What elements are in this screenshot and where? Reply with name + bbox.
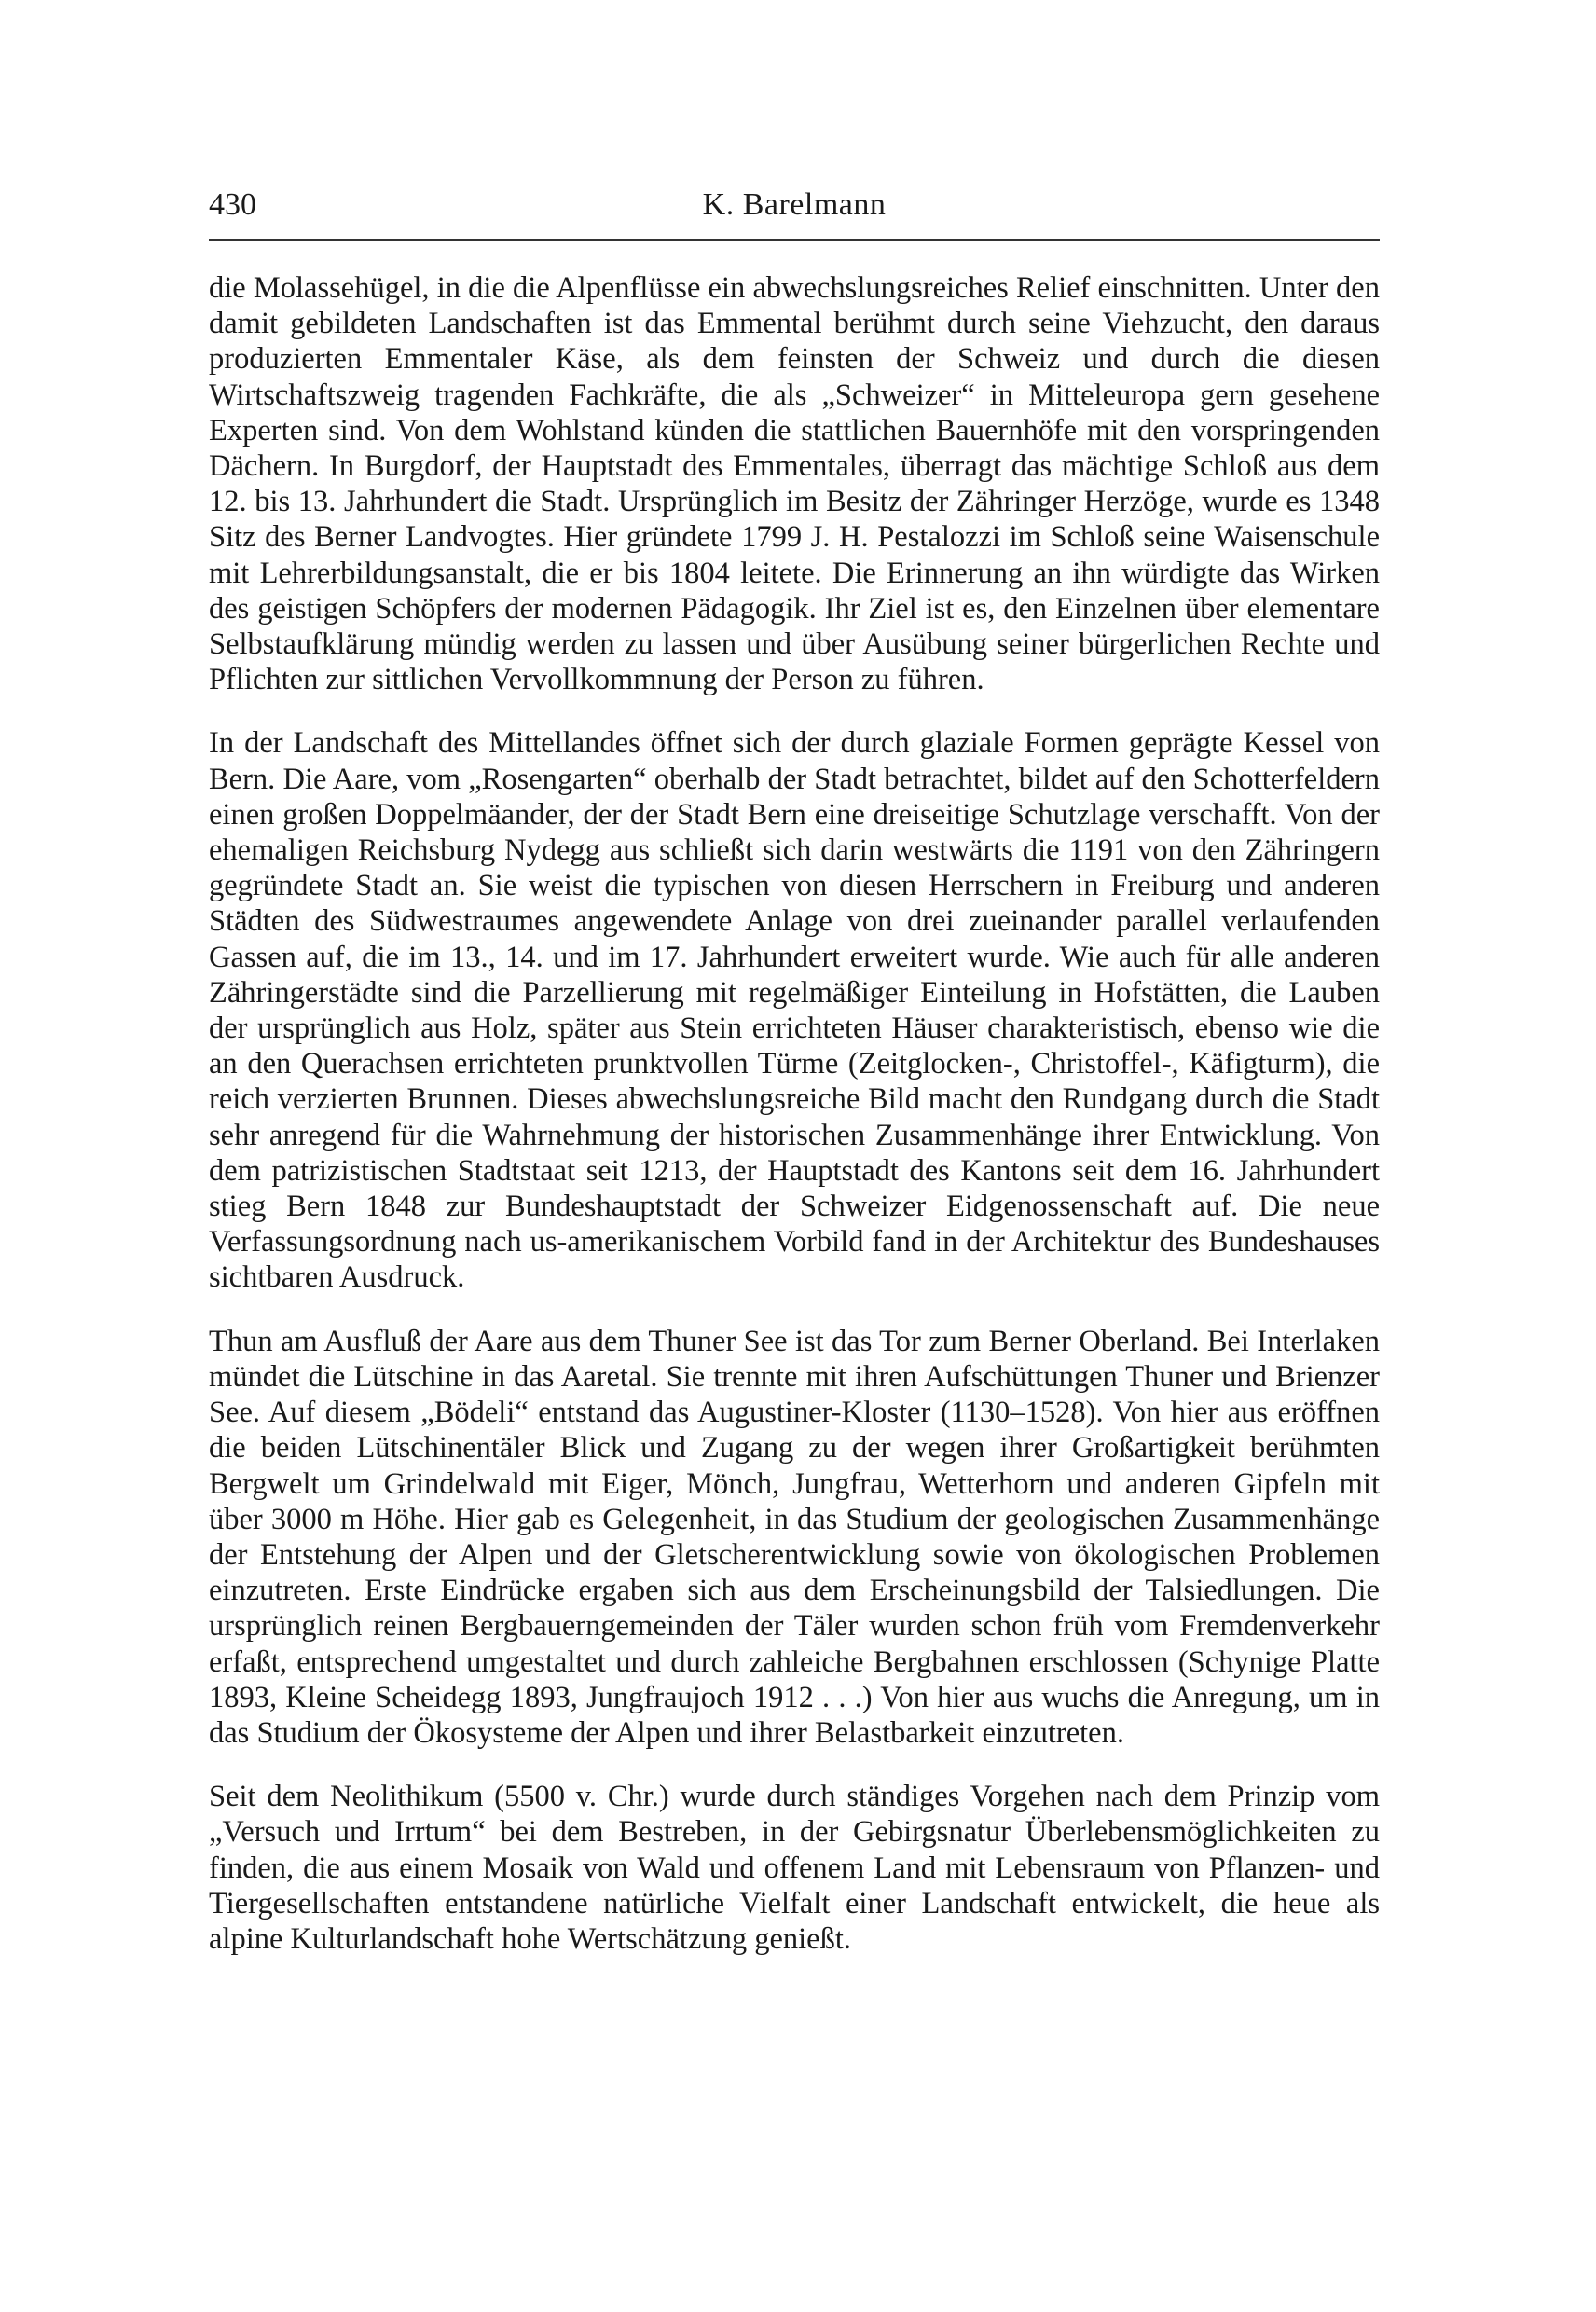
- paragraph-bern: In der Landschaft des Mittellandes öffnet sich der durch glaziale Formen geprägte Kessel von Bern. Die Aare, vom „Rosengarten“ oberhalb der Stadt betrachtet, bildet auf den Schotterfeldern einen großen Doppelmäander, der der Stadt Bern eine dreiseitige Schutzlage verschafft. Von der ehemaligen Reichsburg Nydegg aus schließt sich darin westwärts die 1191 von den Zähringern gegründete Stadt an. Sie weist die typischen von diesen Herrschern in Freiburg und anderen Städten des Südwestraumes angewendete Anlage von drei zueinander parallel verlaufenden Gassen auf, die im 13., 14. und im 17. Jahrhundert erweitert wurde. Wie auch für alle anderen Zähringerstädte sind die Parzellierung mit regelmäßiger Einteilung in Hofstätten, die Lauben der ursprünglich aus Holz, später aus Stein errichteten Häuser charakteristisch, ebenso wie die an den Querachsen errichteten prunktvollen Türme (Zeitglocken-, Christoffel-, Käfigturm), die reich verzierten Brunnen. Dieses abwechslungsreiche Bild macht den Rundgang durch die Stadt sehr anregend für die Wahrnehmung der historischen Zusammenhänge ihrer Entwicklung. Von dem patrizistischen Stadtstaat seit 1213, der Hauptstadt des Kantons seit dem 16. Jahrhundert stieg Bern 1848 zur Bundeshauptstadt der Schweizer Eidgenossenschaft auf. Die neue Verfassungsordnung nach us-amerikanischem Vorbild fand in der Architektur des Bundeshauses sichtbaren Ausdruck.: [209, 726, 1380, 1295]
- page-header: [209, 183, 1380, 241]
- paragraph-berner-oberland: Thun am Ausfluß der Aare aus dem Thuner See ist das Tor zum Berner Oberland. Bei Interlaken mündet die Lütschine in das Aaretal. Sie trennte mit ihren Aufschüttungen Thuner und Brienzer See. Auf diesem „Bödeli“ entstand das Augustiner-Kloster (1130–1528). Von hier aus eröffnen die beiden Lütschinentäler Blick und Zugang zu der wegen ihrer Großartigkeit berühmten Bergwelt um Grindelwald mit Eiger, Mönch, Jungfrau, Wetterhorn und anderen Gipfeln mit über 3000 m Höhe. Hier gab es Gelegenheit, in das Studium der geologischen Zusammenhänge der Entstehung der Alpen und der Gletscherentwicklung sowie von ökologischen Problemen einzutreten. Erste Eindrücke ergaben sich aus dem Erscheinungsbild der Talsiedlungen. Die ursprünglich reinen Bergbauerngemeinden der Täler wurden schon früh vom Fremdenverkehr erfaßt, entsprechend umgestaltet und durch zahleiche Bergbahnen erschlossen (Schynige Platte 1893, Kleine Scheidegg 1893, Jungfraujoch 1912 . . .) Von hier aus wuchs die Anregung, um in das Studium der Ökosysteme der Alpen und ihrer Belastbarkeit einzutreten.: [209, 1324, 1380, 1750]
- running-head: K. Barelmann: [702, 187, 887, 222]
- body-text: [209, 270, 1380, 1985]
- paragraph-emmental: die Molassehügel, in die die Alpenflüsse ein abwechslungsreiches Relief einschnitten. Unter den damit gebildeten Landschaften ist das Emmental berühmt durch seine Viehzucht, den daraus produzierten Emmentaler Käse, als dem feinsten der Schweiz und durch die diesen Wirtschaftszweig tragenden Fachkräfte, die als „Schweizer“ in Mitteleuropa gern gesehene Experten sind. Von dem Wohlstand künden die stattlichen Bauernhöfe mit den vorspringenden Dächern. In Burgdorf, der Hauptstadt des Emmentales, überragt das mächtige Schloß aus dem 12. bis 13. Jahrhundert die Stadt. Ursprünglich im Besitz der Zähringer Herzöge, wurde es 1348 Sitz des Berner Landvogtes. Hier gründete 1799 J. H. Pestalozzi im Schloß seine Waisenschule mit Lehrerbildungsanstalt, die er bis 1804 leitete. Die Erinnerung an ihn würdigte das Wirken des geistigen Schöpfers der modernen Pädagogik. Ihr Ziel ist es, den Einzelnen über elementare Selbstaufklärung mündig werden zu lassen und über Ausübung seiner bürgerlichen Rechte und Pflichten zur sittlichen Vervollkommnung der Person zu führen.: [209, 271, 1380, 697]
- page-number: 430: [209, 187, 256, 222]
- paragraph-kulturlandschaft: Seit dem Neolithikum (5500 v. Chr.) wurde durch ständiges Vorgehen nach dem Prinzip vom „Versuch und Irrtum“ bei dem Bestreben, in der Gebirgsnatur Überlebensmöglichkeiten zu finden, die aus einem Mosaik von Wald und offenem Land mit Lebensraum von Pflanzen- und Tiergesellschaften entstandene natürliche Vielfalt einer Landschaft entwickelt, die heue als alpine Kulturlandschaft hohe Wertschätzung genießt.: [209, 1780, 1380, 1956]
